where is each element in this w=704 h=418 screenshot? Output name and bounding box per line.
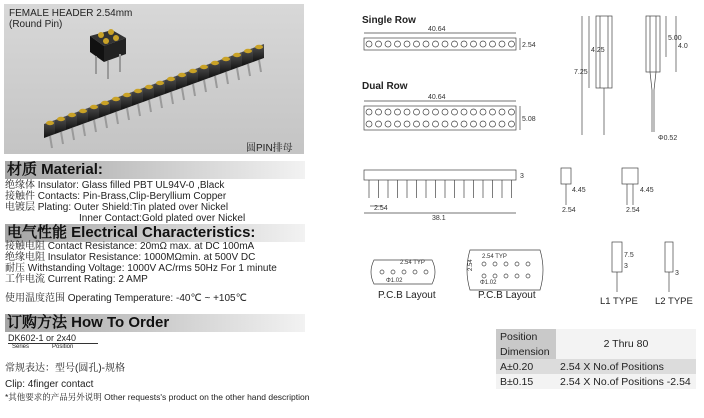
table-row-label: Dimension — [496, 344, 556, 359]
hole — [414, 121, 420, 127]
hole — [366, 121, 372, 127]
section-dim-4-25: 4.25 — [591, 47, 605, 54]
pcb-hole — [515, 274, 519, 278]
hole — [499, 109, 505, 115]
electrical-line-3: 耐压 Withstanding Voltage: 1000V AC/rms 50Hz For 1 minute — [5, 263, 277, 274]
hole — [414, 41, 420, 47]
dual-row-dim-5-08: 5.08 — [522, 116, 536, 123]
pcb-hole — [504, 274, 508, 278]
table-row-label: Position — [496, 329, 556, 344]
strip-pin-15 — [198, 64, 209, 92]
table-row — [496, 374, 696, 389]
hole — [376, 109, 382, 115]
table-row-value: 2.54 X No.of Positions -2.54 — [556, 374, 696, 389]
pcb-hole — [515, 262, 519, 266]
end-view-2 — [622, 168, 638, 184]
strip-pin-3 — [66, 112, 77, 140]
hole — [499, 121, 505, 127]
end-view-1-dim-4-45: 4.45 — [572, 187, 586, 194]
hole — [509, 109, 515, 115]
strip-pin-5 — [88, 104, 99, 132]
material-line-1: 绝缘体 Insulator: Glass filled PBT UL94V-0 ,Black — [5, 180, 225, 191]
l1-type-drawing — [612, 242, 622, 272]
pcb2-pitch: 2.54 TYP — [482, 254, 507, 260]
hole — [442, 41, 448, 47]
side-view-pins — [369, 180, 512, 198]
position-label: Position — [52, 344, 74, 350]
pin-diameter: Φ0.52 — [658, 135, 678, 142]
dimension-table — [496, 329, 696, 389]
pcb-layout-1-label: P.C.B Layout — [378, 290, 436, 301]
l1-dim-3: 3 — [624, 263, 628, 270]
small-connector-icon — [90, 29, 126, 79]
dual-row-holes — [366, 109, 515, 127]
material-line-3: 电镀层 Plating: Outer Shield:Tin plated over Nickel — [5, 202, 229, 213]
hole — [461, 109, 467, 115]
hole — [480, 41, 486, 47]
hole — [385, 109, 391, 115]
dual-row-title: Dual Row — [362, 81, 408, 92]
strip-pin-18 — [231, 52, 242, 80]
hole — [395, 121, 401, 127]
table-row-label: B±0.15 — [496, 374, 556, 389]
section-view-pin — [600, 16, 608, 135]
hole — [471, 41, 477, 47]
pcb-hole — [526, 274, 530, 278]
hole — [509, 41, 515, 47]
product-title: FEMALE HEADER 2.54mm — [9, 8, 133, 19]
hole — [395, 41, 401, 47]
pcb-hole — [424, 270, 428, 274]
hole — [480, 121, 486, 127]
hole — [423, 121, 429, 127]
pcb-hole — [413, 270, 417, 274]
material-heading: 材质 Material: — [5, 161, 305, 179]
pcb-hole — [391, 270, 395, 274]
l2-type-drawing — [665, 242, 673, 272]
strip-pin-14 — [187, 68, 198, 96]
l1-type-label: L1 TYPE — [600, 296, 638, 307]
side-dim-3: 3 — [520, 173, 524, 180]
strip-pin-20 — [253, 44, 264, 72]
electrical-line-2: 绝缘电阻 Insulator Resistance: 1000MΩmin. at 500V DC — [5, 252, 256, 263]
strip-pin-17 — [220, 56, 231, 84]
hole — [366, 109, 372, 115]
hole — [471, 109, 477, 115]
hole — [490, 109, 496, 115]
dual-row-dim-40-64: 40.64 — [428, 94, 446, 101]
hole — [442, 109, 448, 115]
side-view-body — [364, 170, 516, 180]
strip-pin-10 — [143, 84, 154, 112]
clip-note: Clip: 4finger contact — [5, 379, 94, 390]
strip-pin-16 — [209, 60, 220, 88]
photo-caption: 圆PIN排母 — [246, 143, 293, 154]
material-line-2: 接触件 Contacts: Pin-Brass,Clip-Beryllium Copper — [5, 191, 227, 202]
strip-pin-7 — [110, 96, 121, 124]
strip-pin-13 — [176, 72, 187, 100]
single-row-dim-40-64: 40.64 — [428, 26, 446, 33]
hole — [376, 121, 382, 127]
hole — [499, 41, 505, 47]
hole — [509, 121, 515, 127]
hole — [490, 121, 496, 127]
hole — [480, 109, 486, 115]
hole — [385, 41, 391, 47]
series-label: Series — [12, 344, 30, 350]
single-row-dim-2-54: 2.54 — [522, 42, 536, 49]
section-dim-7-25: 7.25 — [574, 69, 588, 76]
hole — [433, 121, 439, 127]
pcb-layout-1-holes — [380, 270, 428, 274]
table-row-value: 2.54 X No.of Positions — [556, 359, 696, 374]
l2-dim-3: 3 — [675, 270, 679, 277]
hole — [404, 109, 410, 115]
end-view-2-dim-4-45: 4.45 — [640, 187, 654, 194]
hole — [376, 41, 382, 47]
strip-pin-8 — [121, 92, 132, 120]
hole — [452, 121, 458, 127]
strip-pin-4 — [77, 108, 88, 136]
material-line-4: Inner Contact:Gold plated over Nickel — [79, 213, 246, 224]
strip-pin-2 — [55, 116, 66, 144]
hole — [385, 121, 391, 127]
electrical-line-1: 接触电阻 Contact Resistance: 20mΩ max. at DC 100mA — [5, 241, 255, 252]
electrical-line-4: 工作电流 Current Rating: 2 AMP — [5, 274, 148, 285]
pcb-layout-2-label: P.C.B Layout — [478, 290, 536, 301]
l2-type-label: L2 TYPE — [655, 296, 693, 307]
other-request-note: *其他要求的产品另外说明 Other requests's product on the other hand description — [5, 392, 310, 402]
pcb-hole — [493, 274, 497, 278]
table-row-value: 2 Thru 80 — [556, 329, 696, 359]
strip-pin-1 — [44, 120, 55, 148]
hole — [414, 109, 420, 115]
section-dim-4-0: 4.0 — [678, 43, 688, 50]
pcb-hole — [493, 262, 497, 266]
hole — [433, 109, 439, 115]
part-code: DK602-1 or 2x40 — [8, 333, 77, 343]
pcb-hole — [526, 262, 530, 266]
hole — [404, 121, 410, 127]
hole — [423, 109, 429, 115]
strip-pin-6 — [99, 100, 110, 128]
hole — [452, 41, 458, 47]
pcb-hole — [482, 262, 486, 266]
single-row-title: Single Row — [362, 15, 416, 26]
pcb-hole — [402, 270, 406, 274]
hole — [471, 121, 477, 127]
hole — [404, 41, 410, 47]
side-dim-38-1: 38.1 — [432, 215, 446, 222]
hole — [490, 41, 496, 47]
end-view-1-dim-2-54: 2.54 — [562, 207, 576, 214]
pcb1-hole-diameter: Φ1.02 — [386, 278, 403, 284]
pcb1-pitch: 2.54 TYP — [400, 260, 425, 266]
strip-pin-19 — [242, 48, 253, 76]
hole — [461, 41, 467, 47]
long-header-strip — [44, 44, 264, 148]
pcb-hole — [380, 270, 384, 274]
table-row — [496, 329, 696, 344]
hole — [461, 121, 467, 127]
hole — [442, 121, 448, 127]
table-row-label: A±0.20 — [496, 359, 556, 374]
pcb-hole — [504, 262, 508, 266]
pcb2-hole-diameter: Φ1.02 — [480, 280, 497, 286]
pcb-hole — [482, 274, 486, 278]
strip-pin-9 — [132, 88, 143, 116]
electrical-heading: 电气性能 Electrical Characteristics: — [5, 224, 305, 242]
section-dim-5-00: 5.00 — [668, 35, 682, 42]
table-row — [496, 359, 696, 374]
pcb2-pitch-vertical: 2.54 — [468, 259, 474, 271]
hole — [366, 41, 372, 47]
pcb-layout-2-holes — [482, 262, 530, 278]
technical-drawings — [350, 0, 704, 330]
single-row-body — [364, 38, 516, 50]
hole — [452, 109, 458, 115]
product-subtitle: (Round Pin) — [9, 19, 63, 30]
hole — [395, 109, 401, 115]
l1-dim-7-5: 7.5 — [624, 252, 634, 259]
strip-pin-11 — [154, 80, 165, 108]
end-view-2-dim-2-54: 2.54 — [626, 207, 640, 214]
pin-profile — [650, 16, 656, 132]
operating-temperature: 使用温度范围 Operating Temperature: -40℃ ~ +105℃ — [5, 293, 247, 304]
single-row-holes — [366, 41, 515, 47]
order-expression: 常规表达：型号(圆孔)-规格 — [5, 363, 125, 374]
order-heading: 订购方法 How To Order — [5, 314, 305, 332]
strip-pin-12 — [165, 76, 176, 104]
hole — [423, 41, 429, 47]
side-dim-2-54: 2.54 — [374, 205, 388, 212]
hole — [433, 41, 439, 47]
end-view-1 — [561, 168, 571, 184]
